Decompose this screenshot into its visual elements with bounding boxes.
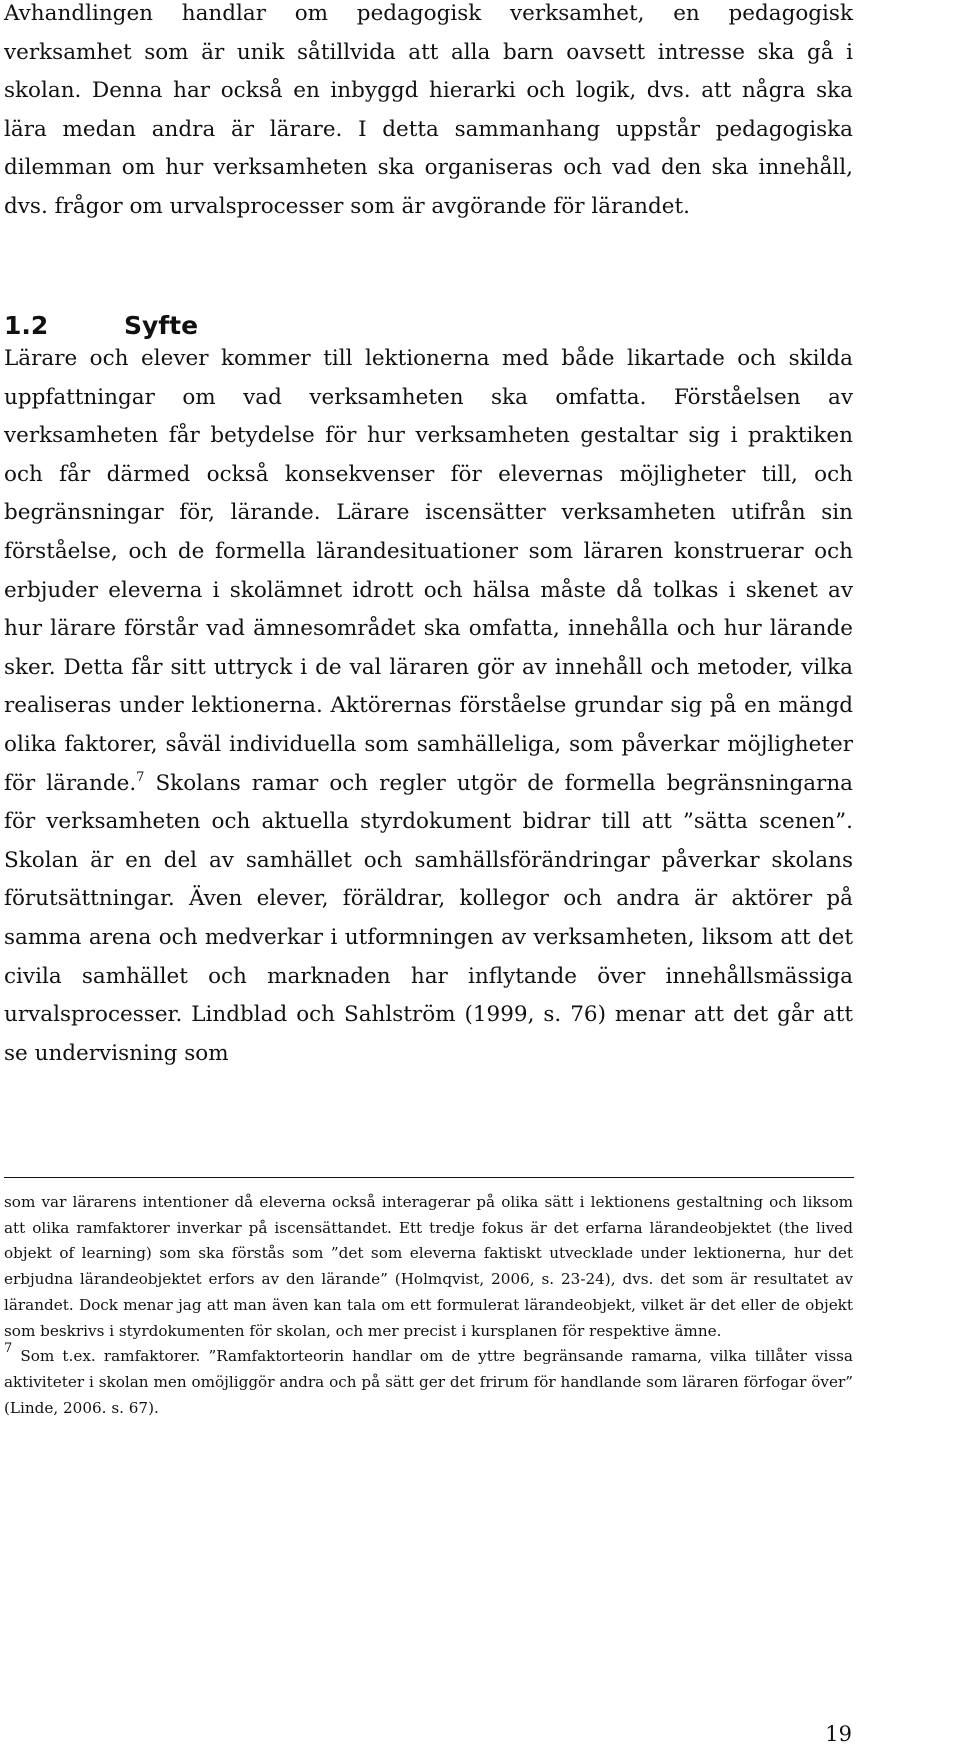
footnote-reference-7: 7 xyxy=(136,769,145,785)
section-paragraph-part2: Skolans ramar och regler utgör de formella begränsningarna för verksamheten och aktuella styrdokument bidrar till att ”sätta scenen”. Skolan är en del av samhället och samhällsförändringar påverkar skolans förutsättningar. Även elever, föräldrar, kollegor och andra är aktörer på samma arena och medverkar i utformningen av verksamheten, liksom att det civila samhället och marknaden har inflytande över innehållsmässiga urvalsprocesser. Lindblad och Sahlström (1999, s. 76) menar att det går att se undervisning som xyxy=(4,770,853,1066)
footnote-continuation: som var lärarens intentioner då eleverna också interagerar på olika sätt i lektionens gestaltning och liksom att olika ramfaktorer inverkar på iscensättandet. Ett tredje fokus är det erfarna lärandeobjektet (the lived objekt of learning) som ska förstås som ”det som eleverna faktiskt utvecklade under lektionerna, hur det erbjudna lärandeobjektet erfors av den lärande” (Holmqvist, 2006, s. 23-24), dvs. det som är resultatet av lärandet. Dock menar jag att man även kan tala om ett formulerat lärandeobjekt, vilket är det eller de objekt som beskrivs i styrdokumenten för skolan, och mer precist i kursplanen för respektive ämne. xyxy=(4,1193,853,1340)
section-paragraph xyxy=(4,340,853,1073)
footnotes xyxy=(4,1190,853,1421)
section-title: Syfte xyxy=(124,311,199,340)
footnote-divider xyxy=(4,1177,854,1178)
footnote-7 xyxy=(4,1341,853,1421)
footnote-7-number: 7 xyxy=(4,1341,13,1357)
page-number: 19 xyxy=(825,1722,852,1746)
section-number: 1.2 xyxy=(4,311,49,340)
footnote-7-text: Som t.ex. ramfaktorer. ”Ramfaktorteorin handlar om de yttre begränsande ramarna, vilka tillåter vissa aktiviteter i skolan men omöjliggör andra och på sätt ger det frirum för handlande som läraren förfogar över” (Linde, 2006. s. 67). xyxy=(4,1347,853,1417)
intro-paragraph: Avhandlingen handlar om pedagogisk verksamhet, en pedagogisk verksamhet som är unik såtillvida att alla barn oavsett intresse ska gå i skolan. Denna har också en inbyggd hierarki och logik, dvs. att några ska lära medan andra är lärare. I detta sammanhang uppstår pedagogiska dilemman om hur verksamheten ska organiseras och vad den ska innehåll, dvs. frågor om urvalsprocesser som är avgörande för lärandet. xyxy=(4,1,853,219)
section-paragraph-part1: Lärare och elever kommer till lektionerna med både likartade och skilda uppfattningar om vad verksamheten ska omfatta. Förståelsen av verksamheten får betydelse för hur verksamheten gestaltar sig i praktiken och får därmed också konsekvenser för elevernas möjligheter till, och begränsningar för, lärande. Lärare iscensätter verksamheten utifrån sin förståelse, och de formella lärandesituationer som läraren konstruerar och erbjuder eleverna i skolämnet idrott och hälsa måste då tolkas i skenet av hur lärare förstår vad ämnesområdet ska omfatta, innehålla och hur lärande sker. Detta får sitt uttryck i de val läraren gör av innehåll och metoder, vilka realiseras under lektionerna. Aktörernas förståelse grundar sig på en mängd olika faktorer, såväl individuella som samhälleliga, som påverkar möjligheter för lärande. xyxy=(4,346,853,796)
